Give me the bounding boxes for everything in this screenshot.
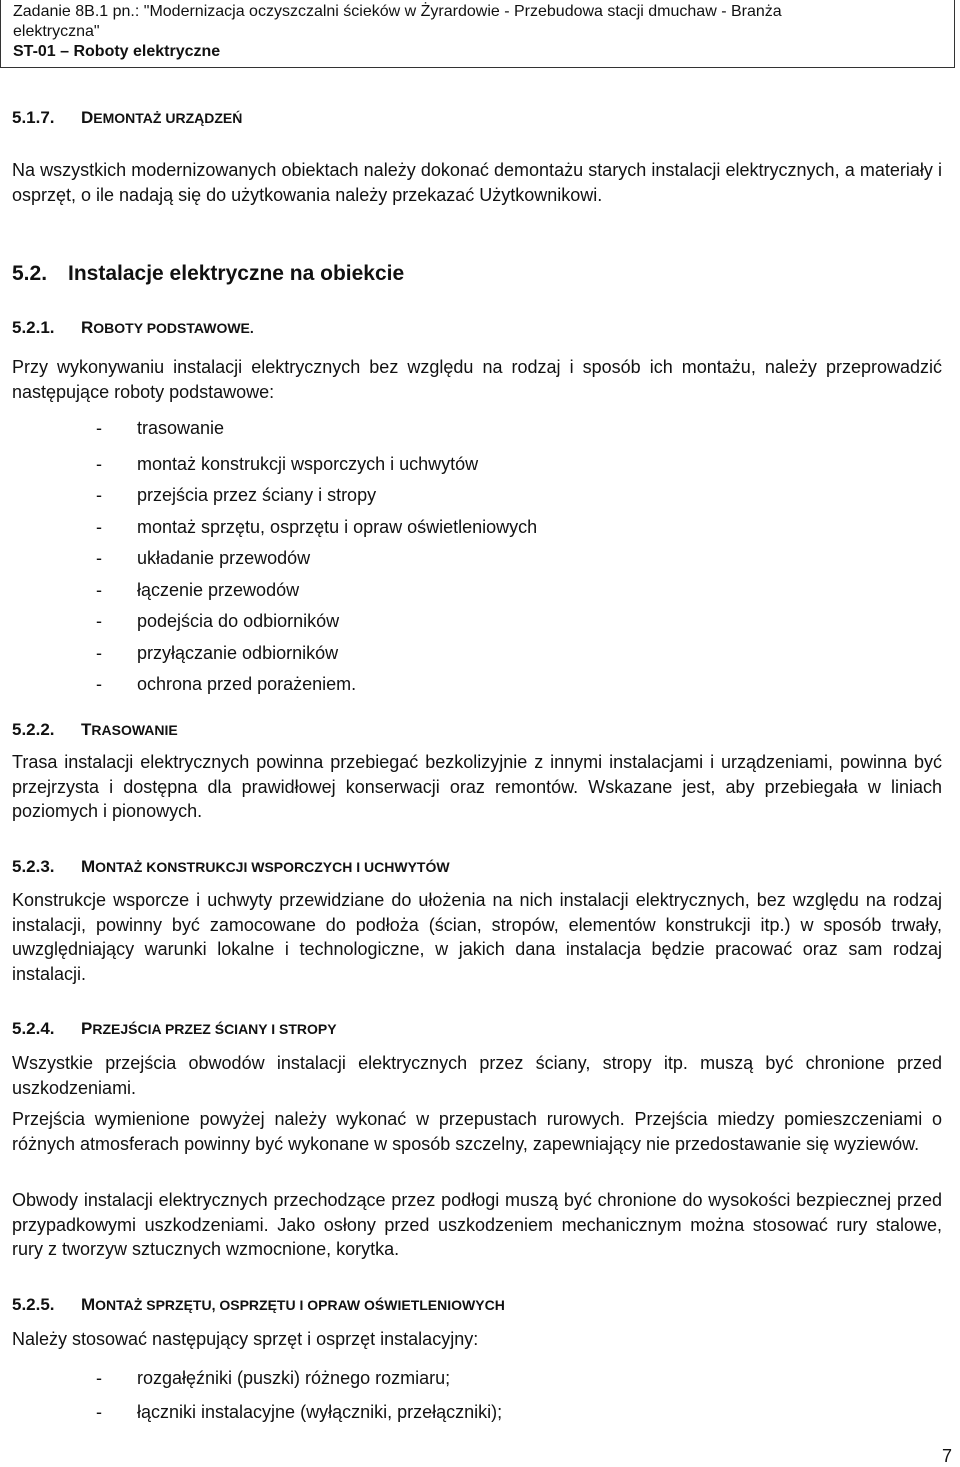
paragraph-523: Konstrukcje wsporcze i uchwyty przewidziane do ułożenia na nich instalacji elektrycznych, bez względu na rodzaj instalacji, powinny być zamocowane do podłoża (ścian, stropów, elementów konstrukcji itp.) w sposób trwały, uwzględniający warunki lokalne i technologiczne, w jakich dana instalacja będzie pracować oraz sam rodzaj instalacji. bbox=[12, 890, 942, 984]
section-heading-525: 5.2.5. MONTAŻ SPRZĘTU, OSPRZĘTU I OPRAW OŚWIETLENIOWYCH bbox=[12, 1295, 505, 1314]
paragraph-524-3: Obwody instalacji elektrycznych przechodzące przez podłogi muszą być chronione do wysokości bezpiecznej przed przypadkowymi uszkodzeniami. Jako osłony przed uszkodzeniem mechanicznym można stosować rury stalowe, rury z tworzyw sztucznych wzmocnione, korytka. bbox=[12, 1190, 942, 1259]
paragraph-522: Trasa instalacji elektrycznych powinna przebiegać bezkolizyjnie z innymi instalacjami i urządzeniami, powinna być przejrzysta i dostępna dla prawidłowej konserwacji oraz remontów. Wskazane jest, aby przebiegała w liniach poziomych i pionowych. bbox=[12, 752, 942, 821]
list-item: - przejścia przez ściany i stropy bbox=[94, 480, 537, 512]
paragraph-524-1: Wszystkie przejścia obwodów instalacji elektrycznych przez ściany, stropy itp. muszą być chronione przed uszkodzeniami. bbox=[12, 1053, 942, 1098]
section-heading-52: 5.2. Instalacje elektryczne na obiekcie bbox=[12, 262, 405, 285]
list-item: - montaż sprzętu, osprzętu i opraw oświetleniowych bbox=[94, 512, 537, 544]
header-title-line-2: elektryczna" bbox=[13, 23, 100, 40]
work-items-list bbox=[94, 413, 537, 701]
list-item: - ochrona przed porażeniem. bbox=[94, 669, 537, 701]
list-item: - łączniki instalacyjne (wyłączniki, przełączniki); bbox=[94, 1395, 502, 1429]
header-spec-code: ST-01 – Roboty elektryczne bbox=[13, 43, 221, 60]
page-number: 7 bbox=[941, 1446, 952, 1466]
paragraph-517: Na wszystkich modernizowanych obiektach należy dokonać demontażu starych instalacji elektrycznych, a materiały i osprzęt, o ile nadają się do użytkowania należy przekazać Użytkownikowi. bbox=[12, 160, 942, 205]
list-item: - łączenie przewodów bbox=[94, 575, 537, 607]
list-item: - montaż konstrukcji wsporczych i uchwytów bbox=[94, 449, 537, 481]
list-item: - rozgałęźniki (puszki) różnego rozmiaru; bbox=[94, 1361, 502, 1395]
section-heading-517: 5.1.7. DEMONTAŻ URZĄDZEŃ bbox=[12, 108, 243, 127]
section-heading-524: 5.2.4. PRZEJŚCIA PRZEZ ŚCIANY I STROPY bbox=[12, 1019, 337, 1038]
paragraph-521: Przy wykonywaniu instalacji elektrycznych bez względu na rodzaj i sposób ich montażu, należy przeprowadzić następujące roboty podstawowe: bbox=[12, 357, 942, 402]
list-item: - układanie przewodów bbox=[94, 543, 537, 575]
paragraph-524-2: Przejścia wymienione powyżej należy wykonać w przepustach rurowych. Przejścia miedzy pomieszczeniami o różnych atmosferach powinny być wykonane w sposób szczelny, zapewniający nie przedostawanie się wyziewów. bbox=[12, 1109, 942, 1154]
list-item: - podejścia do odbiorników bbox=[94, 606, 537, 638]
equipment-list bbox=[94, 1361, 502, 1429]
section-heading-521: 5.2.1. ROBOTY PODSTAWOWE. bbox=[12, 318, 254, 337]
section-heading-523: 5.2.3. MONTAŻ KONSTRUKCJI WSPORCZYCH I UCHWYTÓW bbox=[12, 857, 450, 876]
header-title-line: Zadanie 8B.1 pn.: "Modernizacja oczyszczalni ścieków w Żyrardowie - Przebudowa stacji dmuchaw - Branża bbox=[13, 3, 782, 20]
list-item: - przyłączanie odbiorników bbox=[94, 638, 537, 670]
section-heading-522: 5.2.2. TRASOWANIE bbox=[12, 720, 178, 739]
page-header bbox=[0, 0, 955, 68]
list-item: - trasowanie bbox=[94, 413, 537, 445]
paragraph-525: Należy stosować następujący sprzęt i osprzęt instalacyjny: bbox=[12, 1329, 479, 1349]
